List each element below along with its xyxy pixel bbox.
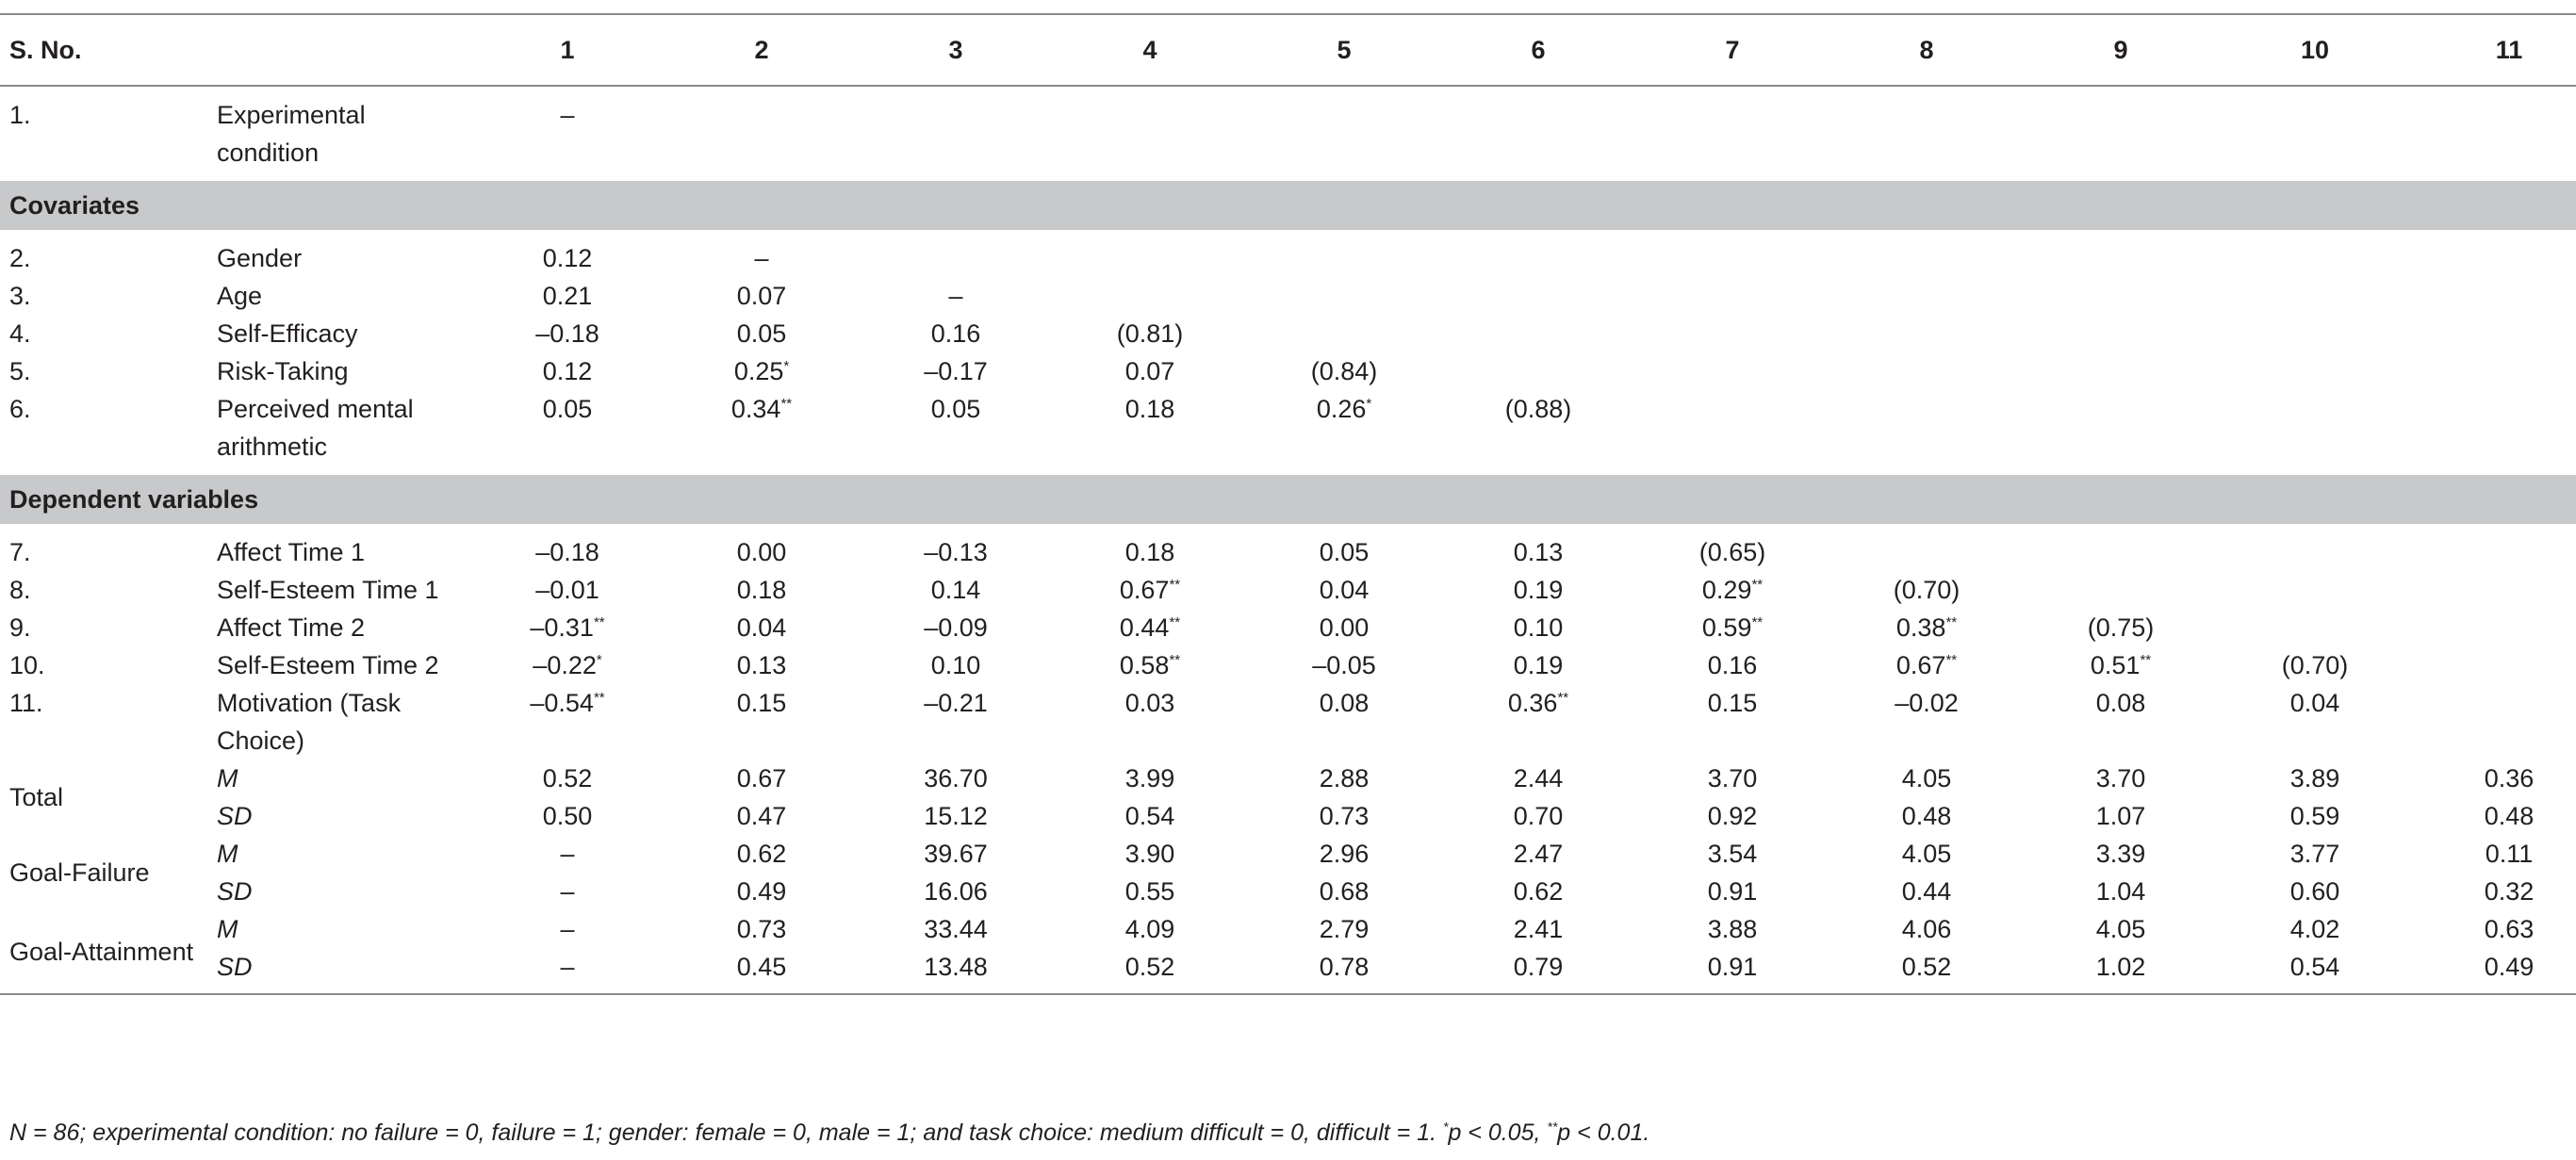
table-row: [0, 609, 2576, 646]
table-row: [0, 571, 2576, 609]
spacer-cell: [0, 172, 2576, 181]
table-cell: 0.47: [736, 802, 787, 830]
table-cell: [2218, 609, 2412, 646]
table-cell: 33.44: [924, 915, 988, 943]
table-cell: 1.04: [2095, 877, 2146, 906]
table-cell: [2218, 277, 2412, 315]
table-cell: [1829, 277, 2024, 315]
table-cell: 0.49: [2484, 953, 2535, 981]
table-cell: –0.22*: [533, 651, 602, 679]
table-cell: 0.05: [736, 319, 787, 348]
significance-marker: **: [1751, 577, 1764, 593]
table-cell: 3.39: [2095, 840, 2146, 868]
table-cell: –: [560, 840, 575, 868]
table-cell: 2.47: [1513, 840, 1564, 868]
spacer-row: [0, 86, 2576, 96]
table-cell: 39.67: [924, 840, 988, 868]
group-row: [0, 910, 2576, 948]
header-col-3: 3: [948, 36, 963, 64]
table-cell: (0.75): [2087, 613, 2155, 642]
stat-label: M: [217, 764, 238, 792]
row-number: 9.: [9, 613, 31, 642]
table-cell: 0.12: [542, 244, 593, 272]
header-col-6: 6: [1531, 36, 1546, 64]
table-header: [0, 14, 2576, 86]
table-cell: (0.81): [1116, 319, 1184, 348]
table-cell: 0.05: [542, 395, 593, 423]
table-cell: –: [754, 244, 769, 272]
variable-name: Gender: [217, 244, 303, 272]
table-cell: 0.45: [736, 953, 787, 981]
table-row: [0, 684, 2576, 760]
significance-marker: **: [1169, 652, 1181, 668]
row-number: 10.: [9, 651, 45, 679]
table-cell: [2024, 571, 2218, 609]
header-row: [0, 14, 2576, 86]
table-cell: 0.78: [1319, 953, 1370, 981]
table-row: [0, 277, 2576, 315]
spacer-cell: [0, 230, 2576, 239]
table-row: [0, 390, 2576, 466]
table-cell: 0.07: [1124, 357, 1175, 385]
table-cell: 3.70: [2095, 764, 2146, 792]
table-cell: 4.05: [2095, 915, 2146, 943]
group-row: [0, 948, 2576, 994]
variable-name: Self-Efficacy: [217, 319, 358, 348]
table-cell: 3.90: [1124, 840, 1175, 868]
table-cell: [2024, 390, 2218, 466]
table-cell: –0.31**: [530, 613, 605, 642]
table-cell: [1053, 96, 1247, 172]
table-cell: [2412, 277, 2576, 315]
table-cell: –: [948, 282, 963, 310]
table-cell: (0.88): [1504, 395, 1572, 423]
table-cell: [1441, 239, 1635, 277]
table-cell: 0.58**: [1119, 651, 1181, 679]
table-row: [0, 533, 2576, 571]
table-cell: [1635, 96, 1829, 172]
table-cell: [2412, 571, 2576, 609]
group-row: [0, 797, 2576, 835]
table-cell: 0.19: [1513, 651, 1564, 679]
group-row: [0, 873, 2576, 910]
table-cell: 0.10: [930, 651, 981, 679]
table-row: [0, 96, 2576, 172]
table-cell: 0.91: [1707, 877, 1758, 906]
table-cell: –0.05: [1312, 651, 1376, 679]
table-cell: 2.44: [1513, 764, 1564, 792]
table-cell: 0.36**: [1507, 689, 1569, 717]
table-cell: 0.21: [542, 282, 593, 310]
table-cell: 16.06: [924, 877, 988, 906]
significance-marker: **: [1945, 614, 1958, 630]
table-body: [0, 86, 2576, 994]
header-col-1: 1: [560, 36, 575, 64]
correlation-table: [0, 13, 2576, 995]
table-cell: [1247, 239, 1441, 277]
spacer-row: [0, 466, 2576, 475]
variable-name: Risk-Taking: [217, 357, 349, 385]
table-cell: [2218, 571, 2412, 609]
section-header: Covariates: [0, 181, 2576, 230]
table-cell: 2.79: [1319, 915, 1370, 943]
spacer-cell: [0, 524, 2576, 533]
significance-marker: **: [1169, 614, 1181, 630]
table-cell: 0.36: [2484, 764, 2535, 792]
table-cell: 0.54: [2289, 953, 2340, 981]
table-cell: [859, 96, 1053, 172]
table-cell: [1053, 277, 1247, 315]
table-cell: (0.70): [1893, 576, 1961, 604]
table-cell: [1829, 96, 2024, 172]
row-number: 7.: [9, 538, 31, 566]
table-cell: (0.65): [1698, 538, 1766, 566]
table-cell: [2218, 390, 2412, 466]
table-cell: –0.17: [924, 357, 988, 385]
variable-name: Affect Time 1: [217, 538, 366, 566]
table-cell: [1635, 315, 1829, 352]
table-cell: 2.41: [1513, 915, 1564, 943]
table-cell: 0.15: [736, 689, 787, 717]
table-cell: 0.18: [736, 576, 787, 604]
row-number: 3.: [9, 282, 31, 310]
header-col-4: 4: [1142, 36, 1157, 64]
table-cell: [1247, 315, 1441, 352]
table-cell: [2412, 646, 2576, 684]
group-row: [0, 835, 2576, 873]
table-cell: 0.67**: [1119, 576, 1181, 604]
variable-name: Self-Esteem Time 1: [217, 576, 439, 604]
group-label: Goal-Attainment: [9, 938, 194, 966]
table-cell: 0.54: [1124, 802, 1175, 830]
row-number: 5.: [9, 357, 31, 385]
table-cell: –0.01: [535, 576, 599, 604]
table-cell: [2024, 352, 2218, 390]
stat-label: M: [217, 915, 238, 943]
table-cell: [2412, 684, 2576, 760]
table-cell: 0.04: [736, 613, 787, 642]
table-cell: –0.21: [924, 689, 988, 717]
table-cell: [1053, 239, 1247, 277]
table-cell: 0.18: [1124, 538, 1175, 566]
significance-marker: *: [1442, 1119, 1449, 1135]
group-row: [0, 760, 2576, 797]
table-cell: [2218, 96, 2412, 172]
table-cell: 0.59**: [1701, 613, 1764, 642]
table-cell: [2218, 239, 2412, 277]
table-cell: [2218, 533, 2412, 571]
table-cell: 0.19: [1513, 576, 1564, 604]
table-cell: 0.00: [1319, 613, 1370, 642]
table-cell: [1247, 277, 1441, 315]
table-cell: [2412, 239, 2576, 277]
significance-marker: **: [1945, 652, 1958, 668]
variable-name: Experimental condition: [217, 101, 366, 167]
section-header: Dependent variables: [0, 475, 2576, 524]
table-cell: 0.16: [930, 319, 981, 348]
table-cell: 0.03: [1124, 689, 1175, 717]
table-cell: 1.07: [2095, 802, 2146, 830]
table-cell: 0.29**: [1701, 576, 1764, 604]
table-cell: 0.07: [736, 282, 787, 310]
table-cell: [2412, 96, 2576, 172]
variable-name: Self-Esteem Time 2: [217, 651, 439, 679]
table-cell: 4.05: [1901, 764, 1952, 792]
table-cell: 4.09: [1124, 915, 1175, 943]
table-cell: 0.70: [1513, 802, 1564, 830]
table-cell: 4.06: [1901, 915, 1952, 943]
table-cell: 0.51**: [2090, 651, 2152, 679]
table-cell: 0.52: [1901, 953, 1952, 981]
table-cell: 0.04: [2289, 689, 2340, 717]
row-number: 11.: [9, 689, 43, 717]
significance-marker: *: [1366, 396, 1372, 412]
table-cell: 0.48: [2484, 802, 2535, 830]
table-cell: 1.02: [2095, 953, 2146, 981]
table-row: [0, 315, 2576, 352]
table-cell: 0.79: [1513, 953, 1564, 981]
table-cell: 0.18: [1124, 395, 1175, 423]
table-footnote: N = 86; experimental condition: no failure = 0, failure = 1; gender: female = 0, male = 1; and task choice: medium difficult = 0, difficult = 1. *p < 0.05, **p < 0.01.: [9, 1119, 1650, 1146]
table-cell: (0.70): [2281, 651, 2349, 679]
table-cell: 3.89: [2289, 764, 2340, 792]
row-number: 8.: [9, 576, 31, 604]
group-label: Total: [9, 783, 64, 811]
table-cell: 0.62: [736, 840, 787, 868]
significance-marker: **: [1169, 577, 1181, 593]
table-cell: 0.52: [542, 764, 593, 792]
variable-name: Motivation (Task Choice): [217, 689, 402, 755]
table-cell: [2024, 239, 2218, 277]
table-cell: 0.73: [736, 915, 787, 943]
table-cell: 4.02: [2289, 915, 2340, 943]
section-row: [0, 181, 2576, 230]
table-cell: 0.48: [1901, 802, 1952, 830]
table-cell: –0.02: [1895, 689, 1959, 717]
table-cell: –0.13: [924, 538, 988, 566]
table-cell: 0.55: [1124, 877, 1175, 906]
variable-name: Perceived mental arithmetic: [217, 395, 414, 461]
spacer-row: [0, 230, 2576, 239]
table-cell: [2024, 277, 2218, 315]
spacer-row: [0, 524, 2576, 533]
table-cell: 0.73: [1319, 802, 1370, 830]
table-cell: 0.92: [1707, 802, 1758, 830]
table-cell: 0.50: [542, 802, 593, 830]
table-cell: 0.52: [1124, 953, 1175, 981]
significance-marker: **: [593, 614, 605, 630]
table-cell: 15.12: [924, 802, 988, 830]
table-cell: 0.63: [2484, 915, 2535, 943]
table-cell: [1441, 315, 1635, 352]
table-cell: [1441, 352, 1635, 390]
stat-label: M: [217, 840, 238, 868]
table-cell: 0.44**: [1119, 613, 1181, 642]
table-cell: [1441, 96, 1635, 172]
stat-label: SD: [217, 802, 253, 830]
table-cell: [2412, 352, 2576, 390]
header-col-7: 7: [1725, 36, 1740, 64]
table-cell: [2412, 533, 2576, 571]
spacer-cell: [0, 466, 2576, 475]
row-number: 2.: [9, 244, 31, 272]
table-cell: –0.54**: [530, 689, 605, 717]
table-cell: –0.09: [924, 613, 988, 642]
table-cell: [2412, 609, 2576, 646]
table-cell: 0.08: [1319, 689, 1370, 717]
table-cell: 0.05: [1319, 538, 1370, 566]
table-cell: [1247, 96, 1441, 172]
header-col-10: 10: [2300, 36, 2330, 64]
significance-marker: **: [2140, 652, 2152, 668]
table-cell: [1635, 277, 1829, 315]
significance-marker: **: [1557, 690, 1569, 706]
table-cell: 0.91: [1707, 953, 1758, 981]
table-cell: 2.96: [1319, 840, 1370, 868]
table-cell: [1829, 239, 2024, 277]
table-cell: 13.48: [924, 953, 988, 981]
table-cell: [2024, 96, 2218, 172]
table-row: [0, 352, 2576, 390]
table-cell: [859, 239, 1053, 277]
table-cell: –: [560, 877, 575, 906]
table-cell: 0.10: [1513, 613, 1564, 642]
table-cell: 0.11: [2485, 840, 2534, 868]
table-cell: 0.44: [1901, 877, 1952, 906]
table-cell: [2218, 315, 2412, 352]
section-row: [0, 475, 2576, 524]
spacer-cell: [0, 86, 2576, 96]
table-cell: –0.18: [535, 319, 599, 348]
table-cell: 0.67**: [1895, 651, 1958, 679]
significance-marker: *: [783, 358, 790, 374]
table-cell: 0.16: [1707, 651, 1758, 679]
table-cell: [2024, 533, 2218, 571]
table-cell: 0.60: [2289, 877, 2340, 906]
table-cell: [1635, 390, 1829, 466]
table-cell: 0.62: [1513, 877, 1564, 906]
table-cell: 0.15: [1707, 689, 1758, 717]
row-number: 4.: [9, 319, 31, 348]
table-cell: 0.38**: [1895, 613, 1958, 642]
table-cell: [665, 96, 859, 172]
table-cell: 0.13: [1513, 538, 1564, 566]
row-number: 6.: [9, 395, 31, 423]
table-cell: 0.49: [736, 877, 787, 906]
table-cell: 4.05: [1901, 840, 1952, 868]
table-cell: [1829, 533, 2024, 571]
table-cell: 0.05: [930, 395, 981, 423]
table-cell: [2024, 315, 2218, 352]
significance-marker: **: [780, 396, 793, 412]
spacer-row: [0, 172, 2576, 181]
table-cell: 2.88: [1319, 764, 1370, 792]
table-cell: 3.77: [2289, 840, 2340, 868]
table-cell: [1635, 352, 1829, 390]
table-cell: –0.18: [535, 538, 599, 566]
table-cell: [2412, 315, 2576, 352]
table-cell: 0.26*: [1316, 395, 1372, 423]
significance-marker: **: [593, 690, 605, 706]
significance-marker: **: [1751, 614, 1764, 630]
table-cell: [1829, 390, 2024, 466]
header-col-8: 8: [1919, 36, 1934, 64]
table-cell: 0.67: [736, 764, 787, 792]
row-number: 1.: [9, 101, 31, 129]
table-cell: 3.70: [1707, 764, 1758, 792]
table-cell: [2412, 390, 2576, 466]
header-sno: S. No.: [9, 36, 82, 64]
table-cell: [1635, 239, 1829, 277]
table-cell: –: [560, 953, 575, 981]
table-cell: 0.00: [736, 538, 787, 566]
table-cell: 0.32: [2484, 877, 2535, 906]
table-cell: [2218, 352, 2412, 390]
table-cell: 0.13: [736, 651, 787, 679]
header-col-11: 11: [2495, 36, 2523, 64]
table-cell: 0.68: [1319, 877, 1370, 906]
stat-label: SD: [217, 953, 253, 981]
table-cell: 36.70: [924, 764, 988, 792]
table-cell: 3.99: [1124, 764, 1175, 792]
table-row: [0, 646, 2576, 684]
table-row: [0, 239, 2576, 277]
header-col-2: 2: [754, 36, 769, 64]
table-cell: [1829, 315, 2024, 352]
table-cell: 0.14: [930, 576, 981, 604]
variable-name: Age: [217, 282, 263, 310]
significance-marker: **: [1547, 1119, 1558, 1135]
stat-label: SD: [217, 877, 253, 906]
table-cell: [1441, 277, 1635, 315]
table-cell: 3.88: [1707, 915, 1758, 943]
table-cell: (0.84): [1310, 357, 1378, 385]
table-cell: 0.12: [542, 357, 593, 385]
header-col-5: 5: [1337, 36, 1352, 64]
table-cell: 0.25*: [733, 357, 790, 385]
table-cell: –: [560, 101, 575, 129]
group-label: Goal-Failure: [9, 858, 150, 887]
header-col-9: 9: [2113, 36, 2128, 64]
table-cell: 0.34**: [730, 395, 793, 423]
variable-name: Affect Time 2: [217, 613, 366, 642]
table-cell: [1829, 352, 2024, 390]
table-cell: 0.59: [2289, 802, 2340, 830]
table-cell: 0.04: [1319, 576, 1370, 604]
table-cell: 0.08: [2095, 689, 2146, 717]
table-cell: 3.54: [1707, 840, 1758, 868]
significance-marker: *: [596, 652, 602, 668]
table-cell: –: [560, 915, 575, 943]
